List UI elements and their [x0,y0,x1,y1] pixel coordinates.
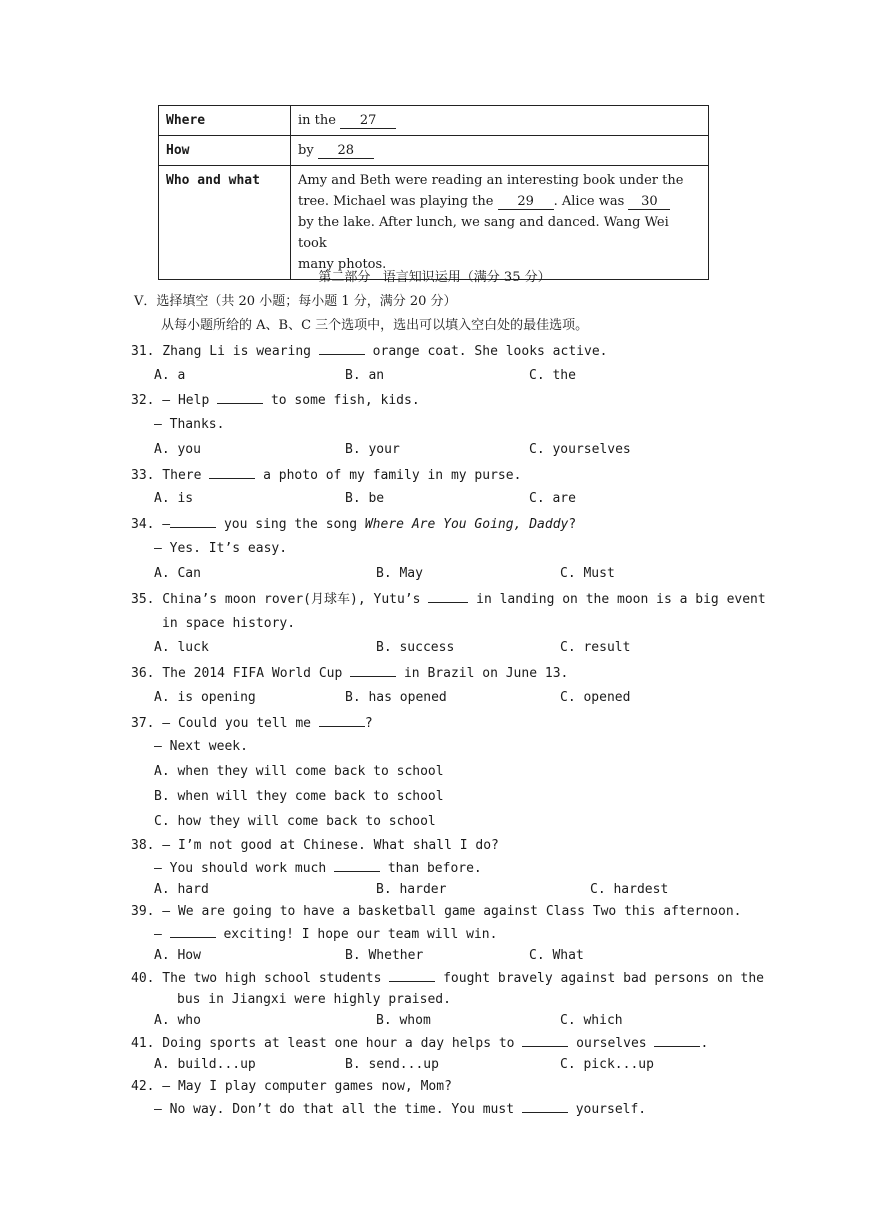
answer-line: — You should work much than before. [154,861,482,876]
question-33: 33. There a photo of my family in my purse. [131,468,522,483]
option-b: B. your [345,442,400,457]
question-38: 38. — I’m not good at Chinese. What shall I do? [131,838,499,853]
question-40: 40. The two high school students fought bravely against bad persons on the [131,971,765,986]
question-continued: in space history. [162,616,296,631]
question-32: 32. — Help to some fish, kids. [131,393,420,408]
question-39: 39. — We are going to have a basketball game against Class Two this afternoon. [131,904,742,919]
option-b: B. has opened [345,690,447,705]
option-b: B. be [345,491,385,506]
option-b: B. an [345,368,385,383]
option-c: C. pick...up [560,1057,654,1072]
option-b: B. success [376,640,455,655]
option-c: C. opened [560,690,631,705]
table-value [291,106,709,136]
option-c: C. What [529,948,584,963]
table-text: by the lake. After lunch, we sang and danced. Wang Wei took [298,215,669,251]
question-42: 42. — May I play computer games now, Mom? [131,1079,452,1094]
answer-line: — Next week. [154,739,248,754]
blank [209,466,255,479]
option-a: A. hard [154,882,209,897]
table-value [291,166,709,280]
option-c: C. the [529,368,576,383]
table-text: many photos. [298,257,387,272]
table-text: by [298,143,314,158]
answer-blank-29: 29 [498,194,554,210]
blank [522,1100,568,1113]
part-title: 第二部分 语言知识运用（满分 35 分） [318,270,551,285]
answer-blank-27: 27 [340,113,396,129]
table-text: Amy and Beth were reading an interesting book under the [298,173,684,188]
blank [170,515,216,528]
song-title: Where Are You Going, Daddy [364,517,569,532]
option-c: C. hardest [590,882,669,897]
option-a: A. is opening [154,690,256,705]
question-continued: bus in Jiangxi were highly praised. [177,992,451,1007]
blank [654,1034,700,1047]
option-c: C. Must [560,566,615,581]
option-a: A. you [154,442,201,457]
question-31: 31. Zhang Li is wearing orange coat. She looks active. [131,344,608,359]
table-text: in the [298,113,336,128]
option-c: C. are [529,491,576,506]
table-key: Who and what [159,166,291,280]
question-35: 35. China’s moon rover(月球车), Yutu’s in landing on the moon is a big event [131,592,766,607]
option-c: C. which [560,1013,623,1028]
blank [217,391,263,404]
option-b: B. harder [376,882,447,897]
info-table [158,105,709,280]
option-a: A. who [154,1013,201,1028]
option-a: A. Can [154,566,201,581]
option-b: B. Whether [345,948,424,963]
table-row [159,106,709,136]
option-a: A. build...up [154,1057,256,1072]
option-c: C. result [560,640,631,655]
question-41: 41. Doing sports at least one hour a day helps to ourselves . [131,1036,709,1051]
option-a: A. when they will come back to school [154,764,444,779]
option-c: C. yourselves [529,442,631,457]
option-c: C. how they will come back to school [154,814,436,829]
answer-line: — Yes. It’s easy. [154,541,288,556]
table-key: How [159,136,291,166]
section-title: V．选择填空（共 20 小题；每小题 1 分，满分 20 分） [134,294,457,309]
table-key: Where [159,106,291,136]
blank [170,925,216,938]
option-b: B. whom [376,1013,431,1028]
answer-blank-28: 28 [318,143,374,159]
answer-line: — No way. Don’t do that all the time. You must yourself. [154,1102,647,1117]
blank [319,342,365,355]
option-b: B. send...up [345,1057,439,1072]
instruction: 从每小题所给的 A、B、C 三个选项中，选出可以填入空白处的最佳选项。 [161,318,589,333]
option-b: B. May [376,566,423,581]
option-a: A. a [154,368,186,383]
option-a: A. luck [154,640,209,655]
answer-line: — exciting! I hope our team will win. [154,927,498,942]
table-row [159,136,709,166]
table-text: tree. Michael was playing the 29 . Alice was 30 [298,191,701,212]
blank [428,590,468,603]
question-34: 34. — you sing the song Where Are You Going, Daddy? [131,517,577,532]
option-a: A. How [154,948,201,963]
option-a: A. is [154,491,194,506]
blank [334,859,380,872]
option-b: B. when will they come back to school [154,789,444,804]
answer-blank-30: 30 [628,194,670,210]
answer-line: — Thanks. [154,417,225,432]
blank [350,664,396,677]
blank [522,1034,568,1047]
table-row [159,166,709,280]
question-36: 36. The 2014 FIFA World Cup in Brazil on June 13. [131,666,569,681]
blank [389,969,435,982]
question-37: 37. — Could you tell me ? [131,716,373,731]
table-value [291,136,709,166]
blank [319,714,365,727]
